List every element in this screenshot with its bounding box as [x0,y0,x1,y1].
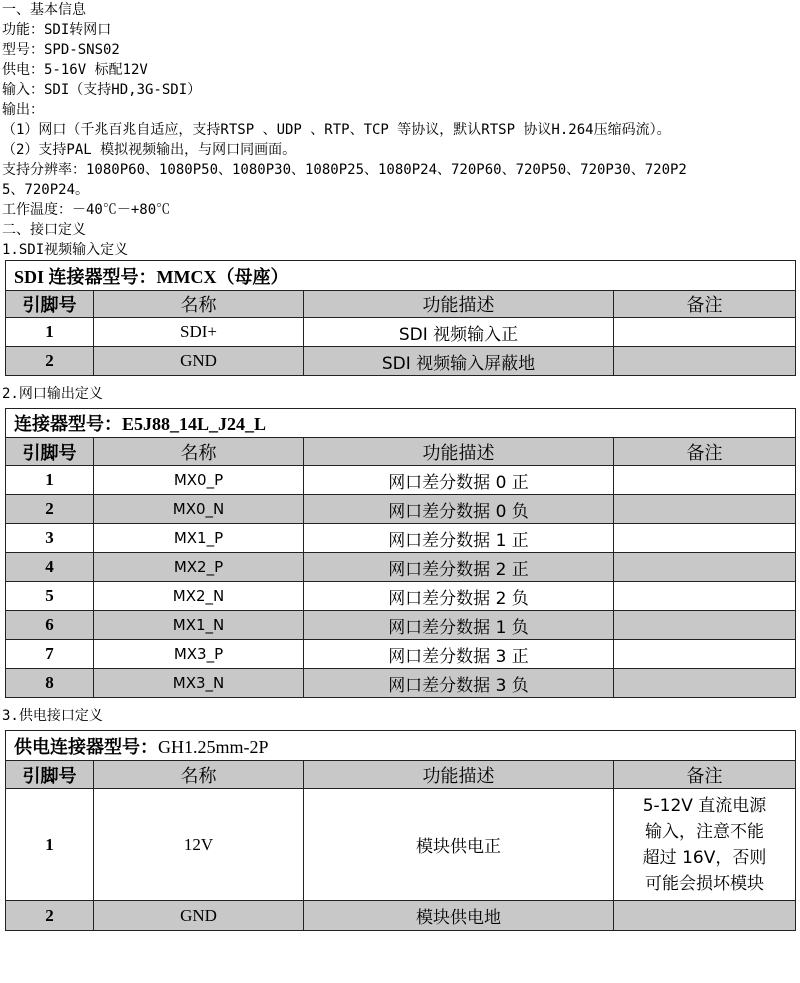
pin-desc: 网口差分数据 0 正 [304,466,614,495]
info-line-output-2: （2）支持PAL 模拟视频输出，与网口同画面。 [2,142,297,158]
pin-number: 5 [6,582,94,611]
pin-note [614,347,796,376]
pin-note [614,466,796,495]
pin-desc: 网口差分数据 2 正 [304,553,614,582]
header-note: 备注 [614,291,796,318]
interface-heading: 二、接口定义 [2,222,86,238]
table-row [6,789,796,901]
pin-desc: 网口差分数据 1 正 [304,524,614,553]
table-row [6,901,796,931]
pin-note [614,318,796,347]
header-name: 名称 [94,438,304,466]
net-caption-label: 连接器型号： [14,414,122,434]
pin-note [614,524,796,553]
pin-desc: 网口差分数据 0 负 [304,495,614,524]
info-line-resolution-cont: 5、720P24。 [2,182,90,198]
table-row [6,466,796,495]
sdi-pin-table [5,260,796,376]
pin-number: 2 [6,347,94,376]
table-row [6,640,796,669]
pin-desc: 模块供电正 [304,789,614,901]
info-line-temperature: 工作温度：－40℃－+80℃ [2,202,171,218]
header-pin: 引脚号 [6,761,94,789]
pin-name: MX0_P [94,466,304,495]
basic-info [0,0,800,240]
power-pin-table [5,730,796,931]
pin-number: 1 [6,318,94,347]
header-name: 名称 [94,291,304,318]
net-pin-table [5,408,796,698]
pin-number: 7 [6,640,94,669]
pin-name: MX1_N [94,611,304,640]
pin-desc: 网口差分数据 3 正 [304,640,614,669]
power-connector-caption [6,731,796,761]
pin-desc: 网口差分数据 1 负 [304,611,614,640]
net-section-title: 2.网口输出定义 [2,386,103,402]
power-caption-value: GH1.25mm-2P [158,736,269,757]
note-line: 输入，注意不能 [645,821,764,842]
header-pin: 引脚号 [6,291,94,318]
table-row [6,524,796,553]
info-line-input: 输入：SDI（支持HD,3G-SDI） [2,82,202,98]
pin-note [614,582,796,611]
header-desc: 功能描述 [304,761,614,789]
pin-desc: SDI 视频输入屏蔽地 [304,347,614,376]
pin-note [614,669,796,698]
note-line: 超过 16V，否则 [642,847,767,868]
info-line-function: 功能：SDI转网口 [2,22,112,38]
net-caption-value: E5J88_14L_J24_L [122,414,267,434]
info-line-output-1: （1）网口（千兆百兆自适应，支持RTSP 、UDP 、RTP、TCP 等协议，默认RTSP 协议H.264压缩码流）。 [2,122,671,138]
pin-note [614,611,796,640]
table-row [6,347,796,376]
info-line-output: 输出： [2,102,44,118]
pin-name: MX0_N [94,495,304,524]
table-row [6,318,796,347]
note-line: 可能会损坏模块 [645,873,764,894]
sdi-section-title: 1.SDI视频输入定义 [2,242,129,258]
pin-name: MX3_N [94,669,304,698]
pin-name: MX1_P [94,524,304,553]
header-note: 备注 [614,761,796,789]
info-line-model: 型号：SPD-SNS02 [2,42,120,58]
pin-number: 6 [6,611,94,640]
sdi-connector-caption [6,261,796,291]
sdi-caption-value: MMCX（母座） [156,266,289,287]
pin-name: SDI+ [94,318,304,347]
pin-note [614,553,796,582]
header-note: 备注 [614,438,796,466]
net-connector-caption [6,409,796,438]
pin-note [614,640,796,669]
pin-name: GND [94,901,304,931]
header-desc: 功能描述 [304,438,614,466]
power-caption-label: 供电连接器型号： [14,736,158,757]
pin-name: MX2_P [94,553,304,582]
pin-note [614,901,796,931]
header-pin: 引脚号 [6,438,94,466]
basic-info-heading: 一、基本信息 [2,2,86,18]
table-row [6,611,796,640]
pin-desc: 模块供电地 [304,901,614,931]
info-line-resolution: 支持分辨率：1080P60、1080P50、1080P30、1080P25、1080P24、720P60、720P50、720P30、720P2 [2,162,687,178]
pin-note [614,495,796,524]
table-row [6,582,796,611]
table-row [6,553,796,582]
info-line-power: 供电：5-16V 标配12V [2,62,148,78]
pin-name: GND [94,347,304,376]
note-line: 5-12V 直流电源 [642,795,767,816]
pin-desc: 网口差分数据 3 负 [304,669,614,698]
power-section-title: 3.供电接口定义 [2,708,103,724]
pin-name: MX3_P [94,640,304,669]
header-name: 名称 [94,761,304,789]
pin-note [614,789,796,901]
pin-number: 4 [6,553,94,582]
sdi-caption-label: SDI 连接器型号： [14,266,157,287]
pin-number: 8 [6,669,94,698]
pin-desc: 网口差分数据 2 负 [304,582,614,611]
pin-number: 1 [6,466,94,495]
table-row [6,669,796,698]
pin-name: MX2_N [94,582,304,611]
pin-number: 3 [6,524,94,553]
pin-name: 12V [94,789,304,901]
table-row [6,495,796,524]
header-desc: 功能描述 [304,291,614,318]
pin-number: 1 [6,789,94,901]
pin-number: 2 [6,901,94,931]
pin-desc: SDI 视频输入正 [304,318,614,347]
pin-number: 2 [6,495,94,524]
